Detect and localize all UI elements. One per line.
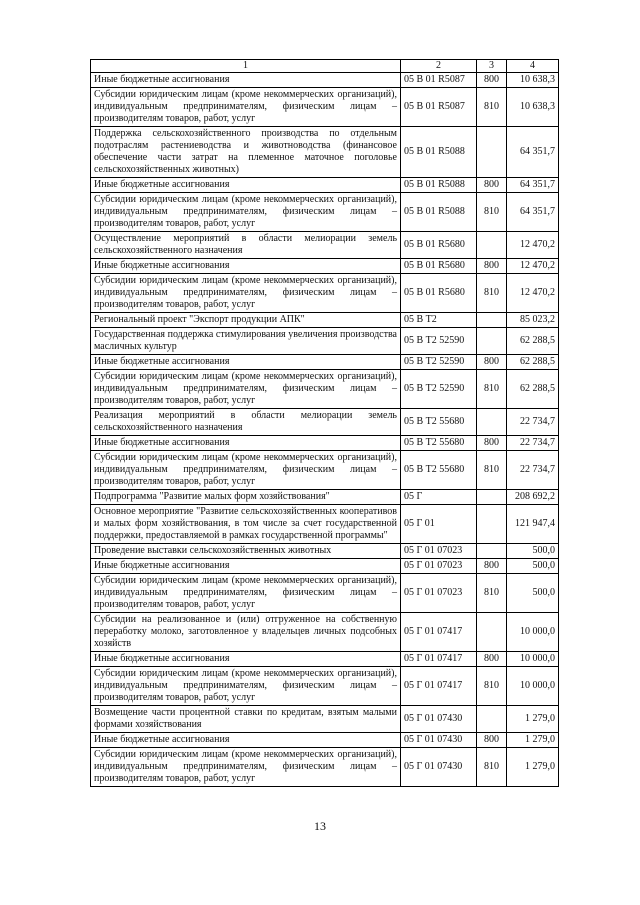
- amount-cell: 62 288,5: [507, 355, 559, 370]
- type-cell: [477, 232, 507, 259]
- table-row: [91, 613, 559, 652]
- type-cell: 800: [477, 559, 507, 574]
- code-cell: 05 В 01 R5680: [401, 274, 477, 313]
- header-cell-3: 3: [477, 60, 507, 73]
- amount-cell: 85 023,2: [507, 313, 559, 328]
- type-cell: 810: [477, 574, 507, 613]
- type-cell: [477, 328, 507, 355]
- description-cell: Субсидии юридическим лицам (кроме некоммерческих организаций), индивидуальным предпринимателям, физическим лицам – производителям товаров, работ, услуг: [91, 667, 401, 706]
- table-row: [91, 355, 559, 370]
- code-cell: 05 В 01 R5087: [401, 73, 477, 88]
- table-row: [91, 451, 559, 490]
- table-row: [91, 370, 559, 409]
- code-cell: 05 В 01 R5680: [401, 259, 477, 274]
- amount-cell: 64 351,7: [507, 178, 559, 193]
- code-cell: 05 В 01 R5088: [401, 127, 477, 178]
- amount-cell: 10 000,0: [507, 652, 559, 667]
- description-cell: Иные бюджетные ассигнования: [91, 559, 401, 574]
- code-cell: 05 Г 01 07417: [401, 667, 477, 706]
- table-row: [91, 73, 559, 88]
- code-cell: 05 В Т2 52590: [401, 355, 477, 370]
- code-cell: 05 В 01 R5087: [401, 88, 477, 127]
- type-cell: 800: [477, 178, 507, 193]
- code-cell: 05 В Т2 55680: [401, 436, 477, 451]
- description-cell: Основное мероприятие "Развитие сельскохозяйственных кооперативов и малых форм хозяйствования, в том числе за счет государственной поддержки, предоставляемой в рамках государственной программы": [91, 505, 401, 544]
- description-cell: Иные бюджетные ассигнования: [91, 652, 401, 667]
- description-cell: Государственная поддержка стимулирования увеличения производства масличных культур: [91, 328, 401, 355]
- type-cell: 800: [477, 733, 507, 748]
- amount-cell: 12 470,2: [507, 232, 559, 259]
- type-cell: 800: [477, 436, 507, 451]
- description-cell: Субсидии юридическим лицам (кроме некоммерческих организаций), индивидуальным предпринимателям, физическим лицам – производителям товаров, работ, услуг: [91, 193, 401, 232]
- type-cell: [477, 544, 507, 559]
- code-cell: 05 Г: [401, 490, 477, 505]
- type-cell: 810: [477, 193, 507, 232]
- description-cell: Иные бюджетные ассигнования: [91, 259, 401, 274]
- table-row: [91, 436, 559, 451]
- table-row: [91, 193, 559, 232]
- amount-cell: 1 279,0: [507, 748, 559, 787]
- description-cell: Субсидии юридическим лицам (кроме некоммерческих организаций), индивидуальным предпринимателям, физическим лицам – производителям товаров, работ, услуг: [91, 574, 401, 613]
- amount-cell: 500,0: [507, 574, 559, 613]
- description-cell: Субсидии юридическим лицам (кроме некоммерческих организаций), индивидуальным предпринимателям, физическим лицам – производителям товаров, работ, услуг: [91, 88, 401, 127]
- code-cell: 05 В 01 R5088: [401, 193, 477, 232]
- amount-cell: 10 638,3: [507, 73, 559, 88]
- type-cell: 810: [477, 88, 507, 127]
- code-cell: 05 Г 01 07430: [401, 733, 477, 748]
- type-cell: 810: [477, 370, 507, 409]
- type-cell: 810: [477, 748, 507, 787]
- table-row: [91, 259, 559, 274]
- amount-cell: 64 351,7: [507, 127, 559, 178]
- amount-cell: 22 734,7: [507, 451, 559, 490]
- description-cell: Поддержка сельскохозяйственного производства по отдельным подотраслям растениеводства и животноводства (финансовое обеспечение части затрат на племенное маточное поголовье сельскохозяйственных животных): [91, 127, 401, 178]
- description-cell: Иные бюджетные ассигнования: [91, 178, 401, 193]
- type-cell: 800: [477, 259, 507, 274]
- type-cell: 800: [477, 73, 507, 88]
- budget-table: [90, 59, 559, 787]
- table-row: [91, 559, 559, 574]
- description-cell: Субсидии юридическим лицам (кроме некоммерческих организаций), индивидуальным предпринимателям, физическим лицам – производителям товаров, работ, услуг: [91, 370, 401, 409]
- code-cell: 05 В 01 R5680: [401, 232, 477, 259]
- code-cell: 05 В Т2 52590: [401, 370, 477, 409]
- code-cell: 05 В Т2 55680: [401, 409, 477, 436]
- amount-cell: 500,0: [507, 559, 559, 574]
- description-cell: Осуществление мероприятий в области мелиорации земель сельскохозяйственного назначения: [91, 232, 401, 259]
- code-cell: 05 Г 01 07430: [401, 706, 477, 733]
- type-cell: [477, 505, 507, 544]
- table-row: [91, 313, 559, 328]
- table-row: [91, 544, 559, 559]
- amount-cell: 62 288,5: [507, 370, 559, 409]
- table-row: [91, 88, 559, 127]
- description-cell: Субсидии юридическим лицам (кроме некоммерческих организаций), индивидуальным предпринимателям, физическим лицам – производителям товаров, работ, услуг: [91, 748, 401, 787]
- header-cell-1: 1: [91, 60, 401, 73]
- table-header-row: [91, 60, 559, 73]
- description-cell: Иные бюджетные ассигнования: [91, 733, 401, 748]
- description-cell: Субсидии на реализованное и (или) отгруженное на собственную переработку молоко, заготовленное у владельцев личных подсобных хозяйств: [91, 613, 401, 652]
- code-cell: 05 Г 01 07023: [401, 544, 477, 559]
- description-cell: Возмещение части процентной ставки по кредитам, взятым малыми формами хозяйствования: [91, 706, 401, 733]
- amount-cell: 208 692,2: [507, 490, 559, 505]
- code-cell: 05 Г 01 07430: [401, 748, 477, 787]
- code-cell: 05 Г 01 07417: [401, 652, 477, 667]
- table-row: [91, 748, 559, 787]
- code-cell: 05 В 01 R5088: [401, 178, 477, 193]
- description-cell: Субсидии юридическим лицам (кроме некоммерческих организаций), индивидуальным предпринимателям, физическим лицам – производителям товаров, работ, услуг: [91, 274, 401, 313]
- amount-cell: 22 734,7: [507, 436, 559, 451]
- table-row: [91, 409, 559, 436]
- type-cell: [477, 127, 507, 178]
- code-cell: 05 В Т2: [401, 313, 477, 328]
- header-cell-4: 4: [507, 60, 559, 73]
- page-number: 13: [314, 819, 326, 833]
- description-cell: Реализация мероприятий в области мелиорации земель сельскохозяйственного назначения: [91, 409, 401, 436]
- code-cell: 05 Г 01 07023: [401, 559, 477, 574]
- table-row: [91, 178, 559, 193]
- table-row: [91, 127, 559, 178]
- table-row: [91, 733, 559, 748]
- table-row: [91, 328, 559, 355]
- code-cell: 05 В Т2 52590: [401, 328, 477, 355]
- amount-cell: 10 000,0: [507, 667, 559, 706]
- description-cell: Субсидии юридическим лицам (кроме некоммерческих организаций), индивидуальным предпринимателям, физическим лицам – производителям товаров, работ, услуг: [91, 451, 401, 490]
- type-cell: [477, 490, 507, 505]
- amount-cell: 22 734,7: [507, 409, 559, 436]
- table-row: [91, 574, 559, 613]
- description-cell: Проведение выставки сельскохозяйственных животных: [91, 544, 401, 559]
- amount-cell: 1 279,0: [507, 733, 559, 748]
- description-cell: Подпрограмма "Развитие малых форм хозяйствования": [91, 490, 401, 505]
- type-cell: [477, 706, 507, 733]
- code-cell: 05 Г 01: [401, 505, 477, 544]
- code-cell: 05 Г 01 07417: [401, 613, 477, 652]
- header-cell-2: 2: [401, 60, 477, 73]
- table-row: [91, 232, 559, 259]
- type-cell: 800: [477, 652, 507, 667]
- table-row: [91, 505, 559, 544]
- amount-cell: 1 279,0: [507, 706, 559, 733]
- type-cell: [477, 313, 507, 328]
- amount-cell: 500,0: [507, 544, 559, 559]
- table-row: [91, 274, 559, 313]
- amount-cell: 64 351,7: [507, 193, 559, 232]
- amount-cell: 10 638,3: [507, 88, 559, 127]
- amount-cell: 12 470,2: [507, 274, 559, 313]
- description-cell: Иные бюджетные ассигнования: [91, 355, 401, 370]
- type-cell: 810: [477, 667, 507, 706]
- description-cell: Иные бюджетные ассигнования: [91, 73, 401, 88]
- type-cell: 810: [477, 451, 507, 490]
- type-cell: [477, 613, 507, 652]
- table-row: [91, 706, 559, 733]
- code-cell: 05 В Т2 55680: [401, 451, 477, 490]
- table-row: [91, 652, 559, 667]
- type-cell: [477, 409, 507, 436]
- amount-cell: 10 000,0: [507, 613, 559, 652]
- type-cell: 810: [477, 274, 507, 313]
- amount-cell: 121 947,4: [507, 505, 559, 544]
- description-cell: Иные бюджетные ассигнования: [91, 436, 401, 451]
- amount-cell: 62 288,5: [507, 328, 559, 355]
- table-row: [91, 490, 559, 505]
- amount-cell: 12 470,2: [507, 259, 559, 274]
- table-row: [91, 667, 559, 706]
- code-cell: 05 Г 01 07023: [401, 574, 477, 613]
- description-cell: Региональный проект "Экспорт продукции АПК": [91, 313, 401, 328]
- type-cell: 800: [477, 355, 507, 370]
